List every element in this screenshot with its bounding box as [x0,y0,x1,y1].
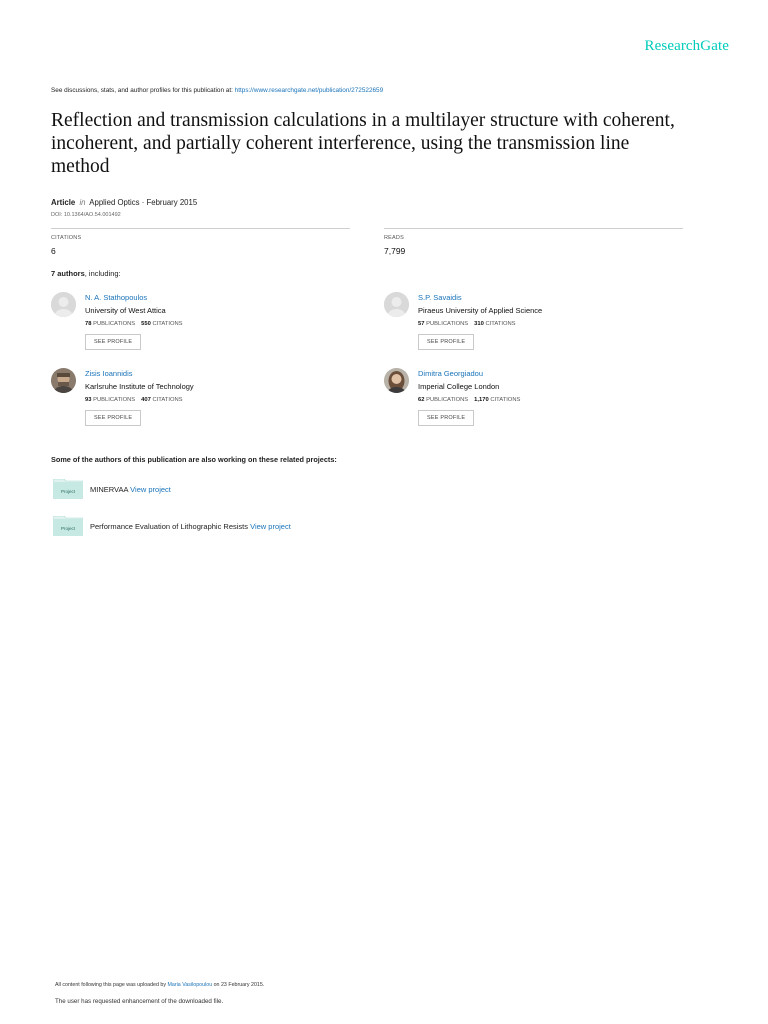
upload-note [55,982,264,988]
citations-value: 6 [51,246,56,256]
doi: DOI: 10.1364/AO.54.001492 [51,212,121,218]
citations-word: CITATIONS [485,321,516,327]
discussions-text: See discussions, stats, and author profiles for this publication at: [51,87,235,94]
author-card [51,368,351,428]
view-project-link[interactable]: View project [250,522,291,531]
author-card [384,292,684,352]
reads-stat [384,228,683,256]
author-institution: Imperial College London [418,382,500,391]
publications-count: 57 [418,321,425,327]
folder-label: Project [61,489,76,494]
journal-date: Applied Optics · February 2015 [89,198,198,207]
author-stats [418,321,542,327]
publications-word: PUBLICATIONS [93,321,136,327]
placeholder-avatar-icon[interactable] [51,292,76,317]
see-profile-button[interactable]: SEE PROFILE [85,334,141,350]
researchgate-logo[interactable]: ResearchGate [644,38,729,54]
upload-suffix: on 23 February 2015. [212,982,265,988]
see-profile-button[interactable]: SEE PROFILE [85,410,141,426]
enhancement-note: The user has requested enhancement of the downloaded file. [55,998,224,1005]
reads-value: 7,799 [384,246,406,256]
citations-count: 1,170 [474,397,489,403]
placeholder-avatar-icon[interactable] [384,292,409,317]
citations-word: CITATIONS [490,397,521,403]
author-card [384,368,684,428]
author-stats [85,397,194,403]
folder-label: Project [61,526,76,531]
photo-avatar[interactable] [384,368,409,393]
in-word: in [79,198,86,207]
project-text [90,485,171,494]
citations-stat [51,228,350,256]
publications-word: PUBLICATIONS [93,397,136,403]
citations-count: 407 [141,397,151,403]
author-name-link[interactable]: Zisis Ioannidis [85,369,133,378]
citations-word: CITATIONS [152,321,183,327]
publications-word: PUBLICATIONS [426,321,469,327]
publication-title: Reflection and transmission calculations in a multilayer structure with coherent, incoherent, and partially coherent interference, using the transmission line method [51,110,675,177]
author-institution: Piraeus University of Applied Science [418,306,543,315]
authors-including: , including: [84,269,121,278]
project-text [90,522,291,531]
author-stats [85,321,183,327]
upload-prefix: All content following this page was uploaded by [55,982,168,988]
project-folder-icon [53,479,83,499]
authors-heading [51,269,121,278]
author-name-link[interactable]: Dimitra Georgiadou [418,369,484,378]
publications-word: PUBLICATIONS [426,397,469,403]
publications-count: 93 [85,397,92,403]
project-name: MINERVAA [90,485,129,494]
view-project-link[interactable]: View project [130,485,171,494]
author-name-link[interactable]: S.P. Savaidis [418,293,462,302]
authors-count: 7 authors [51,269,85,278]
publication-type: Article [51,198,76,207]
author-stats [418,397,520,403]
publications-count: 62 [418,397,425,403]
publication-meta [51,198,197,207]
project-name: Performance Evaluation of Lithographic Resists [90,522,248,531]
see-profile-button[interactable]: SEE PROFILE [418,410,474,426]
author-institution: University of West Attica [85,306,166,315]
author-card [51,292,351,352]
author-name-link[interactable]: N. A. Stathopoulos [85,293,148,302]
citations-word: CITATIONS [152,397,183,403]
publication-url-link[interactable]: https://www.researchgate.net/publication/272522659 [234,87,384,94]
photo-avatar[interactable] [51,368,76,393]
author-institution: Karlsruhe Institute of Technology [85,382,194,391]
uploader-link[interactable]: Maria Vasilopoulou [167,982,213,988]
publications-count: 78 [85,321,92,327]
related-projects-heading: Some of the authors of this publication are also working on these related projects: [51,455,337,464]
reads-label: READS [384,235,404,241]
citations-label: CITATIONS [51,235,82,241]
project-folder-icon [53,516,83,536]
citations-count: 550 [141,321,151,327]
citations-count: 310 [474,321,484,327]
see-profile-button[interactable]: SEE PROFILE [418,334,474,350]
discussions-line [51,87,383,94]
